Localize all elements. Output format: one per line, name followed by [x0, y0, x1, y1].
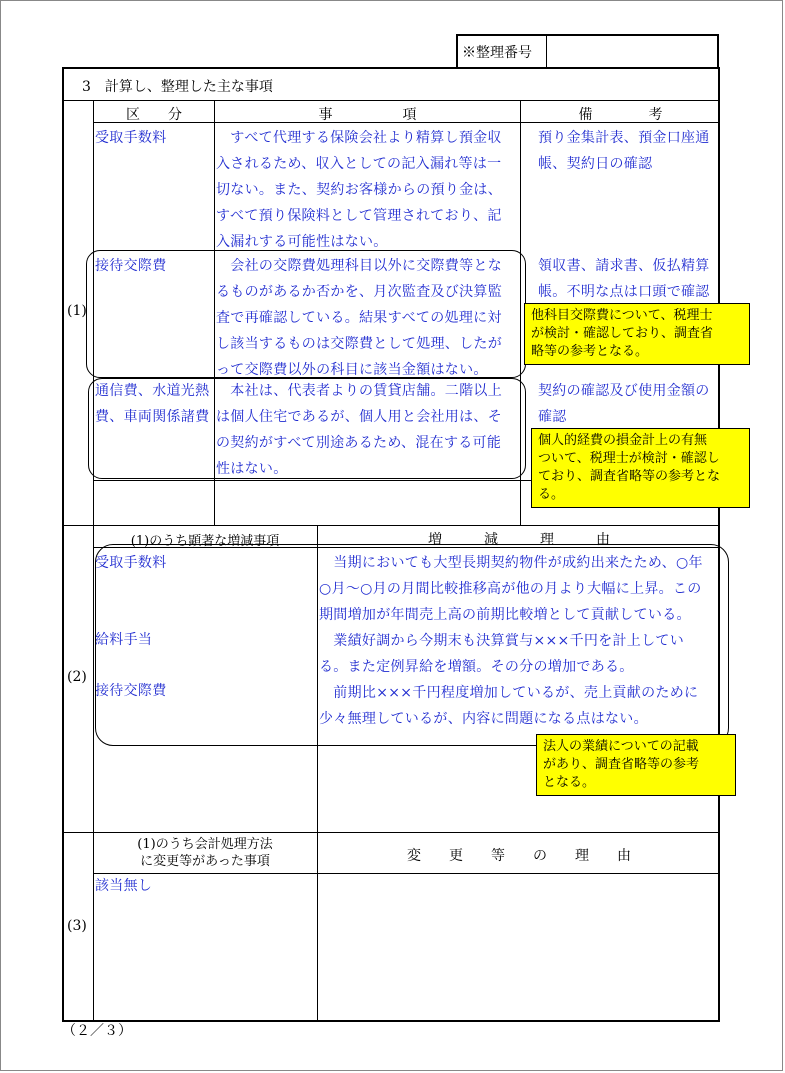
highlight-frame-increase: [95, 544, 729, 746]
annotation-note-2: 個人的経費の損金計上の有無 ついて、税理士が検討・確認し ており、調査省略等の参考とな る。: [531, 428, 750, 508]
category-line: 通信費、水道光熱: [95, 383, 210, 399]
remarks-line: 領収書、請求書、仮払精算: [538, 258, 710, 274]
header-increase-items: (1)のうち顕著な増減事項: [130, 534, 280, 549]
highlight-frame-entertainment: [86, 250, 526, 378]
item-line: すべて預り保険料として管理されており、記: [216, 208, 502, 224]
item-line: 切ない。また、契約お客様からの預り金は、: [216, 182, 502, 198]
category-cell: 受取手数料: [95, 130, 167, 146]
reason-line: る。また定例昇給を増額。その分の増加である。: [319, 659, 634, 675]
remarks-line: 確認: [538, 409, 567, 425]
row-label-3: (3): [67, 918, 87, 934]
item-line: 査で再確認している。結果すべての処理に対: [216, 310, 502, 326]
item-line: すべて代理する保険会社より精算し預金収: [216, 130, 502, 146]
remarks-line: 帳、契約日の確認: [538, 156, 653, 172]
reason-line: ○月～○月の月間比較推移高が他の月より大幅に上昇。この: [319, 581, 702, 597]
item-line: 入されるため、収入としての記入漏れ等は一: [216, 156, 502, 172]
reason-line: 前期比×××千円程度増加しているが、売上貢献のために: [319, 685, 699, 701]
ref-number-label: ※整理番号: [462, 45, 532, 61]
reason-line: 期間増加が年間売上高の前期比較増として貢献している。: [319, 607, 691, 623]
header-change-reason: 変 更 等 の 理 由: [407, 848, 631, 864]
remarks-line: 預り金集計表、預金口座通: [538, 130, 710, 146]
item-line: の契約がすべて別途あるため、混在する可能: [216, 435, 502, 451]
category-line: 費、車両関係諸費: [95, 409, 210, 425]
item-line: 会社の交際費処理科目以外に交際費等とな: [216, 258, 502, 274]
row-label-2: (2): [67, 669, 87, 685]
category-cell: 接待交際費: [95, 258, 167, 274]
reason-line: 少々無理しているが、内容に問題になる点はない。: [319, 711, 648, 727]
item-line: し該当するものは交際費として処理、したが: [216, 336, 502, 352]
reason-line: 当期においても大型長期契約物件が成約出来たため、○年: [319, 555, 703, 571]
highlight-frame-utilities: [88, 378, 526, 479]
item-line: 入漏れする可能性はない。: [216, 234, 388, 250]
increase-item: 給料手当: [95, 632, 153, 648]
header-item: 事 項: [318, 107, 417, 123]
item-line: 本社は、代表者よりの賃貸店舗。二階以上: [216, 383, 502, 399]
reason-line: 業績好調から今期末も決算賞与×××千円を計上してい: [319, 633, 684, 649]
row-label-1: (1): [67, 303, 87, 319]
header-remarks: 備 考: [578, 107, 663, 123]
item-line: 性はない。: [216, 461, 288, 477]
annotation-note-1: 他科目交際費について、税理士 が検討・確認しており、調査省 略等の参考となる。: [524, 303, 750, 365]
increase-item: 接待交際費: [95, 683, 167, 699]
header-increase-reason: 増 減 理 由: [428, 532, 610, 548]
header-method-change-items: (1)のうち会計処理方法 に変更等があった事項: [137, 837, 273, 869]
header-category: 区 分: [126, 107, 182, 123]
section-title: 3 計算し、整理した主な事項: [82, 79, 273, 95]
remarks-line: 契約の確認及び使用金額の: [538, 383, 710, 399]
item-line: って交際費以外の科目に該当金額はない。: [216, 362, 488, 378]
item-line: るものがあるか否かを、月次監査及び決算監: [216, 284, 502, 300]
remarks-line: 帳。不明な点は口頭で確認: [538, 284, 710, 300]
page-number: （２／３）: [62, 1023, 132, 1039]
item-line: は個人住宅であるが、個人用と会社用は、そ: [216, 409, 502, 425]
method-change-item: 該当無し: [95, 878, 153, 894]
annotation-note-3: 法人の業績についての記載 があり、調査省略等の参考 となる。: [536, 734, 736, 796]
increase-item: 受取手数料: [95, 555, 167, 571]
